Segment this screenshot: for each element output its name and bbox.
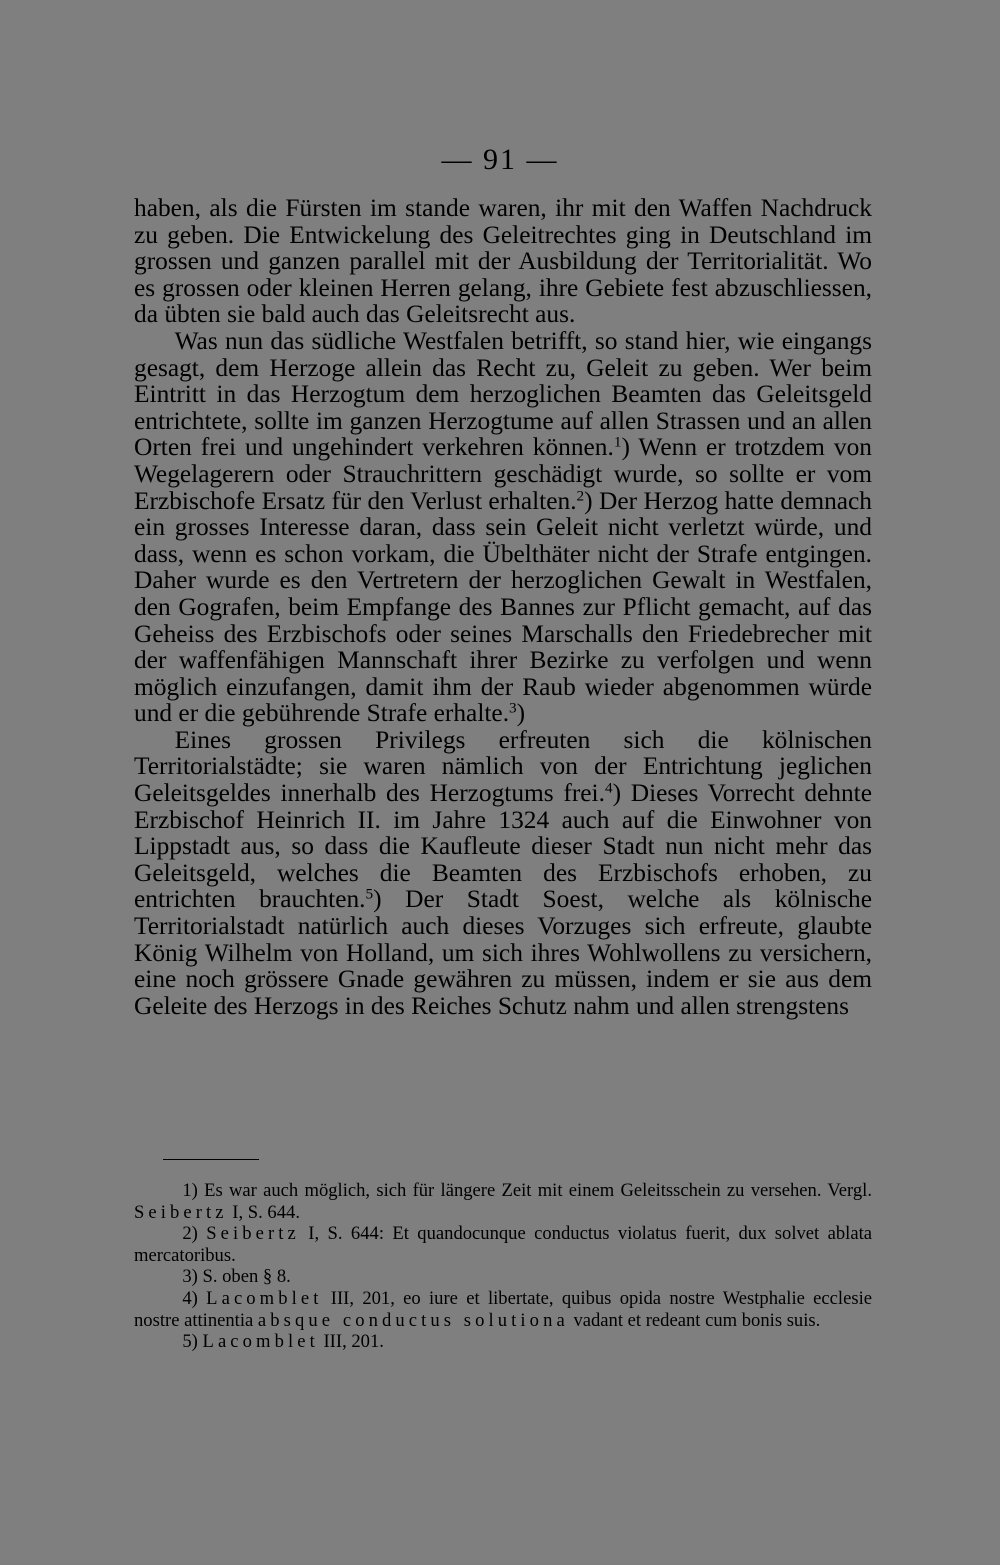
paragraph-2 xyxy=(134,328,872,727)
footnote-2-number: 2) xyxy=(182,1223,207,1245)
paragraph-3-text-a: Eines grossen Privilegs erfreuten sich die kölnischen Territorialstädte; sie waren nämlich von der Entrichtung jeglichen Geleitsgeldes innerhalb des Herzogtums frei. xyxy=(134,725,872,808)
footnote-5 xyxy=(134,1331,872,1353)
footnote-1 xyxy=(134,1180,872,1223)
footnote-1-ref: I, S. 644. xyxy=(227,1201,300,1223)
footnote-2 xyxy=(134,1223,872,1266)
footnote-ref-5: 5 xyxy=(365,886,374,904)
footnote-4-end: vadant et redeant cum bonis suis. xyxy=(568,1309,821,1331)
paragraph-2-text-d: ) xyxy=(516,699,526,728)
footnote-ref-4: 4 xyxy=(604,779,613,797)
footnote-divider xyxy=(163,1159,259,1160)
paragraph-1: haben, als die Fürsten im stande waren, ihr mit den Waffen Nachdruck zu geben. Die Entwickelung des Geleitrechtes ging in Deutschland im grossen und ganzen parallel mit der Ausbildung der Territorialität. Wo es grossen oder kleinen Herren gelang, ihre Gebiete fest abzuschliessen, da übten sie bald auch das Geleitsrecht aus. xyxy=(134,194,872,329)
paragraph-3 xyxy=(134,727,872,1020)
footnote-3: 3) S. oben § 8. xyxy=(182,1266,291,1288)
footnote-ref-3: 3 xyxy=(509,699,517,717)
footnote-ref-2: 2 xyxy=(576,487,585,505)
paragraph-2-text-b: ) Wenn er trotzdem von Wegelagerern oder Strauchrittern geschädigt wurde, so sollte er vom Erzbischofe Ersatz für den Verlust erhalten. xyxy=(134,433,872,515)
page-number: — 91 — xyxy=(441,143,559,176)
paragraph-3-text-c: ) Der Stadt Soest, welche als kölnische Territorialstadt natürlich auch dieses Vorzuges sich erfreute, glaubte König Wilhelm von Holland, um sich ihres Wohlwollens zu versichern, eine noch grössere Gnade gewähren zu müssen, indem er sie aus dem Geleite des Herzogs in des Reiches Schutz nahm und allen strengstens xyxy=(134,885,873,1020)
footnote-ref-1: 1 xyxy=(613,433,622,451)
paragraph-2-text-a: Was nun das südliche Westfalen betrifft, so stand hier, wie eingangs gesagt, dem Herzoge allein das Recht zu, Geleit zu geben. Wer beim Eintritt in das Herzogtum dem herzoglichen Beamten das Geleitsgeld entrichtete, sollte im ganzen Herzogtume auf allen Strassen und an allen Orten frei und ungehindert verkehren können. xyxy=(134,326,872,462)
main-text xyxy=(134,195,872,1019)
footnote-1-author: Seibertz xyxy=(134,1201,228,1223)
footnote-5-author: Lacomblet xyxy=(202,1331,319,1353)
footnote-2-author: Seibertz xyxy=(206,1223,300,1245)
paragraph-3-text-b: ) Dieses Vorrecht dehnte Erzbischof Heinrich II. im Jahre 1324 auch auf die Einwohner von Lippstadt aus, so dass die Kaufleute dieser Stadt nun nicht mehr das Geleitsgeld, welches die Beamten des Erzbischofs erhoben, zu entrichten brauchten. xyxy=(134,779,872,914)
footnote-4-emphasis: absque conductus solutiona xyxy=(257,1309,569,1331)
footnote-5-number: 5) xyxy=(182,1331,203,1353)
footnote-4-number: 4) xyxy=(182,1287,207,1309)
footnotes xyxy=(134,1180,872,1353)
paragraph-2-text-c: ) Der Herzog hatte demnach ein grosses Interesse daran, dass sein Geleit nicht verletzt würde, und dass, wenn es schon vorkam, die Übelthäter nicht der Strafe entgingen. Daher wurde es den Vertretern der herzoglichen Gewalt in Westfalen, den Gografen, beim Empfange des Bannes zur Pflicht gemacht, auf das Geheiss des Erzbischofs oder seines Marschalls den Friedebrecher mit der waffenfähigen Mannschaft ihrer Bezirke zu verfolgen und wenn möglich einzufangen, damit ihm der Raub wieder abgenommen würde und er die gebührende Strafe erhalte. xyxy=(134,486,872,728)
footnote-1-text: 1) Es war auch möglich, sich für längere Zeit mit einem Geleitsschein zu versehen. Vergl. xyxy=(182,1180,872,1201)
footnote-4-text: III, 201, eo iure et libertate, quibus opida nostre Westphalie ecclesie nostre attinentia xyxy=(134,1287,873,1331)
footnote-4 xyxy=(134,1288,872,1331)
footnote-4-author: Lacomblet xyxy=(206,1287,323,1309)
footnote-5-text: III, 201. xyxy=(318,1331,384,1353)
footnote-2-text: I, S. 644: Et quandocunque conductus violatus fuerit, dux solvet ablata mercatoribus. xyxy=(134,1223,872,1266)
